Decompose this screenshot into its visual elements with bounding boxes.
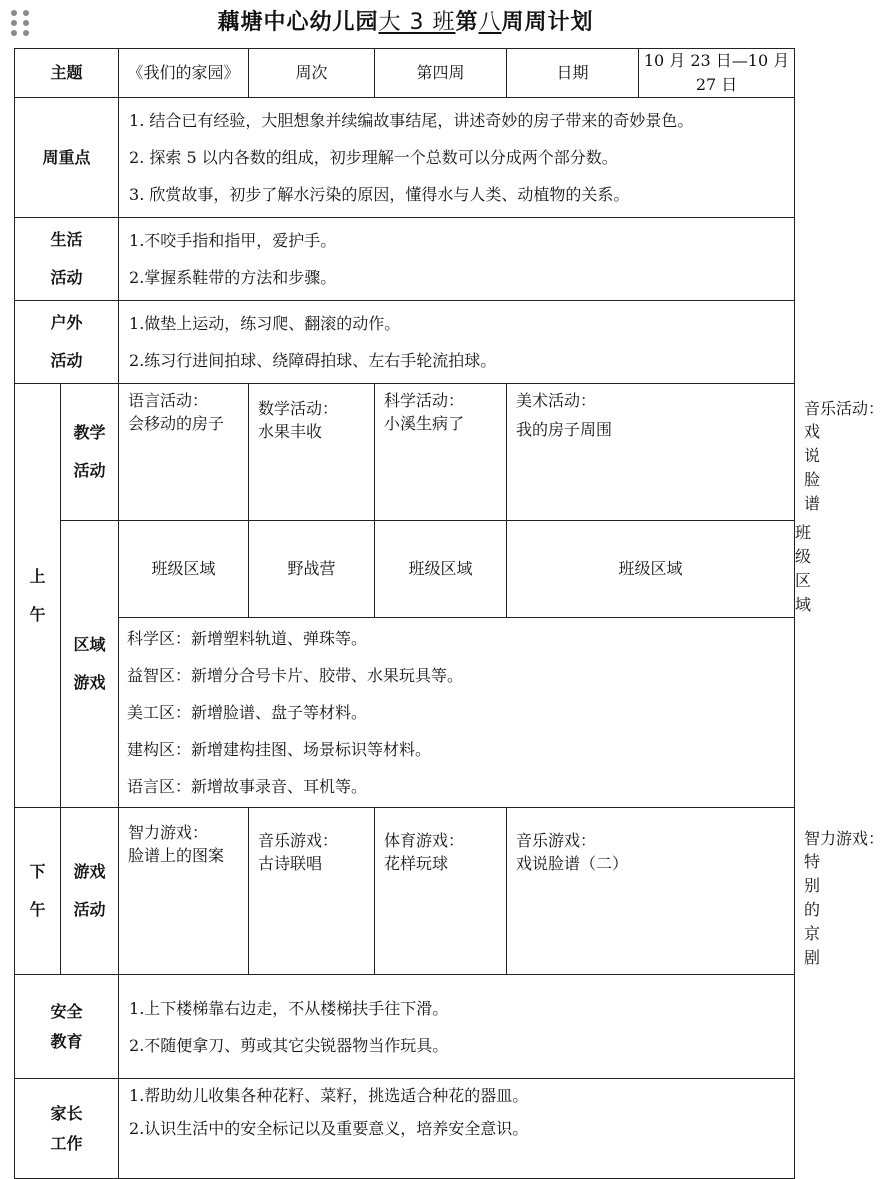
area-cell: 班级区域 [375,521,507,618]
parents-label-line: 家长 [50,1103,83,1123]
activity-name: 我的房子周围 [516,420,613,439]
area-note: 美工区：新增脸谱、盘子等材料。 [127,703,368,722]
game-label-line: 活动 [73,900,106,919]
afternoon-label-line: 下 [29,862,46,881]
outdoor-item: 1.做垫上运动，练习爬、翻滚的动作。 [129,314,401,333]
afternoon-row: 下 午 游戏 活动 智力游戏： 脸谱上的图案 音乐游戏： 古诗联唱 体育游戏： 花样玩球 音乐游戏： 戏说脸谱（二） 智力游戏： 特别的京剧 [15,808,795,975]
area-note: 语言区：新增故事录音、耳机等。 [127,777,368,796]
life-item: 1.不咬手指和指甲，爱护手。 [129,231,337,250]
morning-label [15,384,61,808]
area-label-line: 游戏 [73,673,106,692]
game-cell [507,808,795,975]
morning-label-line: 午 [29,604,46,624]
teaching-cell [507,384,795,521]
page-title [0,6,811,40]
game-cell [375,808,507,975]
activity-category: 科学活动： [384,391,465,410]
game-label [61,808,119,975]
life-content [119,218,795,301]
game-name: 戏说脸谱（二） [516,854,629,873]
title-suffix: 周周计划 [501,10,594,35]
afternoon-label-line: 午 [29,900,46,919]
life-row [15,218,795,301]
focus-label: 周重点 [15,98,119,218]
activity-name: 小溪生病了 [384,414,465,433]
focus-content [119,98,795,218]
game-category: 体育游戏： [384,831,465,850]
theme-row [15,49,795,98]
parents-item: 2.认识生活中的安全标记以及重要意义，培养安全意识。 [129,1119,529,1138]
area-note: 建构区：新增建构挂图、场景标识等材料。 [127,740,432,759]
focus-row [15,98,795,218]
game-name: 花样玩球 [384,854,449,873]
weekly-plan-table [14,48,884,1179]
teaching-label-line: 教学 [73,423,106,442]
parents-content [119,1079,795,1179]
life-item: 2.掌握系鞋带的方法和步骤。 [129,268,337,287]
safety-label-line: 教育 [50,1031,83,1051]
teaching-row: 上 午 教学 活动 语言活动： 会移动的房子 数学活动： 水果丰收 科学活动： 小溪生病了 美术活动： 我的房子周围 音乐活动： 戏说脸谱 [15,384,795,521]
safety-item: 1.上下楼梯靠右边走，不从楼梯扶手往下滑。 [129,998,449,1018]
activity-category: 语言活动： [128,391,209,410]
game-name: 古诗联唱 [258,854,323,873]
game-category: 音乐游戏： [258,831,339,850]
area-cell: 野战营 [249,521,375,618]
morning-label-line: 上 [29,566,46,586]
focus-item: 3. 欣赏故事，初步了解水污染的原因，懂得水与人类、动植物的关系。 [129,185,630,204]
outdoor-item: 2.练习行进间拍球、绕障碍拍球、左右手轮流拍球。 [129,351,497,370]
title-class: 大 3 班 [378,10,456,35]
life-label-line: 活动 [50,268,83,287]
activity-category: 美术活动： [516,391,597,410]
safety-row [15,975,795,1079]
title-mid: 第 [455,10,479,35]
outdoor-label [15,301,119,384]
safety-content [119,975,795,1079]
teaching-cell [249,384,375,521]
parents-label-line: 工作 [50,1133,83,1153]
title-school: 藕塘中心幼儿园 [217,10,379,35]
date-label: 日期 [507,49,639,98]
afternoon-label [15,808,61,975]
teaching-cell [119,384,249,521]
game-name: 脸谱上的图案 [128,846,225,865]
teaching-label [61,384,119,521]
area-label [61,521,119,808]
title-week-number: 八 [478,10,502,35]
safety-label [15,975,119,1079]
life-label-line: 生活 [50,230,83,249]
game-cell [119,808,249,975]
area-cell: 班级区域 [119,521,249,618]
outdoor-row [15,301,795,384]
teaching-cell [375,384,507,521]
area-note: 科学区：新增塑料轨道、弹珠等。 [127,629,368,648]
area-header-row: 区域 游戏 班级区域 野战营 班级区域 班级区域 班级区域 [15,521,795,618]
area-label-line: 区域 [73,635,106,654]
game-category: 智力游戏： [128,823,209,842]
outdoor-content [119,301,795,384]
game-label-line: 游戏 [73,862,106,881]
focus-item: 2. 探索 5 以内各数的组成，初步理解一个总数可以分成两个部分数。 [129,148,618,167]
game-category: 音乐游戏： [516,831,597,850]
week-label: 周次 [249,49,375,98]
theme-label: 主题 [15,49,119,98]
activity-name: 水果丰收 [258,422,323,441]
parents-item: 1.帮助幼儿收集各种花籽、菜籽，挑选适合种花的器皿。 [129,1086,529,1105]
parents-row [15,1079,795,1179]
focus-item: 1. 结合已有经验，大胆想象并续编故事结尾，讲述奇妙的房子带来的奇妙景色。 [129,111,694,130]
activity-name: 会移动的房子 [128,414,225,433]
outdoor-label-line: 活动 [50,351,83,370]
week-value: 第四周 [375,49,507,98]
safety-label-line: 安全 [50,1001,83,1021]
area-notes [119,618,795,808]
area-note: 益智区：新增分合号卡片、胶带、水果玩具等。 [127,666,464,685]
area-notes-row [15,618,795,808]
life-label [15,218,119,301]
activity-category: 数学活动： [258,399,339,418]
area-cell: 班级区域 [507,521,795,618]
theme-value: 《我们的家园》 [119,49,249,98]
outdoor-label-line: 户外 [50,313,83,332]
safety-item: 2.不随便拿刀、剪或其它尖锐器物当作玩具。 [129,1035,449,1055]
game-cell [249,808,375,975]
parents-label [15,1079,119,1179]
teaching-label-line: 活动 [73,461,106,480]
date-value: 10 月 23 日—10 月 27 日 [639,49,795,98]
